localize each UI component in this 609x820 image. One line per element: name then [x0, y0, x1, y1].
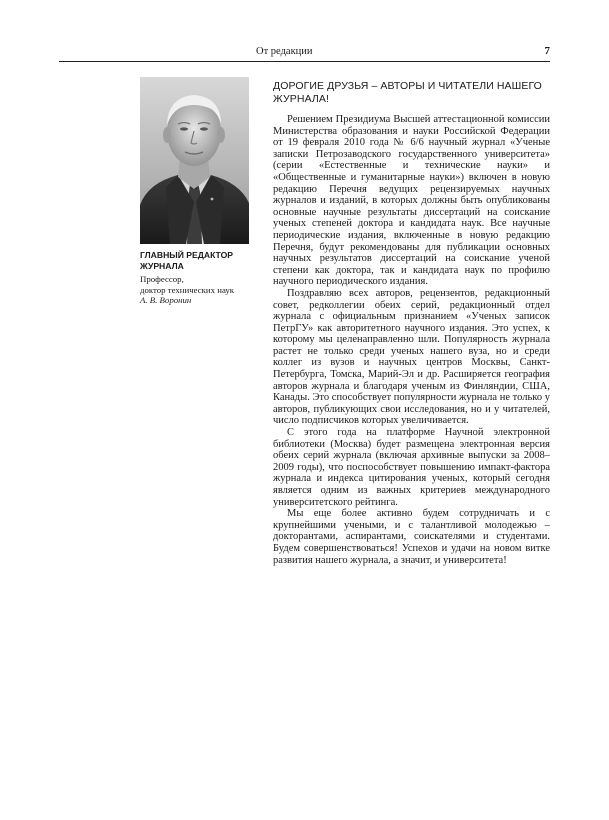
editor-title: доктор технических наук — [140, 284, 235, 295]
editor-degree: Профессор, — [140, 274, 184, 284]
article-paragraph: Решением Президиума Высшей аттестационной комиссии Министерства образования и науки Российской Федерации от 19 февраля 2010 года № 6/6 научный журнал «Ученые записки Петрозаводского государственного университета» (серии «Естественные и технические науки» и «Общественные и гуманитарные науки») включен в новую редакцию Перечня ведущих рецензируемых научных журналов и изданий, в которых должны быть опубликованы основные научные результаты диссертаций на соискание ученых степеней доктора и кандидата наук. Все научные периодические издания, включенные в новую редакцию Перечня, будут рекомендованы для публикации основных научных результатов диссертаций на соискание ученой степени как доктора, так и кандидата наук по профилю научного периодического издания. — [273, 114, 550, 288]
article-paragraph: Мы еще более активно будем сотрудничать и с крупнейшими учеными, и с талантливой молодежью – докторантами, аспирантами, соискателями и студентами. Будем совершенствоваться! Успехов и удачи на новом витке развития нашего журнала, а значит, и университета! — [273, 508, 550, 566]
editor-portrait-graphic — [140, 77, 249, 244]
editor-role: ГЛАВНЫЙ РЕДАКТОР ЖУРНАЛА — [140, 250, 233, 271]
header-divider — [59, 61, 550, 62]
running-header-section: От редакции — [256, 46, 313, 57]
page-number: 7 — [544, 45, 550, 57]
editor-name: А. В. Воронин — [140, 295, 192, 305]
editor-photo — [140, 77, 249, 244]
editor-info — [140, 274, 265, 306]
article-paragraph: С этого года на платформе Научной электронной библиотеки (Москва) будет размещена электронная версия обеих серий журнала (включая архивные выпуски за 2008–2009 годы), что поспособствует повышению импакт-фактора журнала и индекса цитирования ученых, который сегодня является одним из важных критериев международного университетского рейтинга. — [273, 427, 550, 508]
article-paragraph: Поздравляю всех авторов, рецензентов, редакционный совет, редколлегии обеих серий, редакционный отдел журнала с официальным признанием «Ученых записок ПетрГУ» как авторитетного научного издания. Это успех, к которому мы целенаправленно шли. Популярность журнала растет не только среди ученых нашего вуза, но и среди коллег из вузов и научных центров Москвы, Санкт-Петербурга, Томска, Марий-Эл и др. Расширяется география авторов журнала и благодаря ученым из Финляндии, США, Канады. Это способствует популярности журнала не только у авторов, публикующих свои исследования, но и у читателей, число подписчиков которых увеличивается. — [273, 287, 550, 427]
article-title: ДОРОГИЕ ДРУЗЬЯ – АВТОРЫ И ЧИТАТЕЛИ НАШЕГО ЖУРНАЛА! — [273, 80, 542, 105]
article-body — [273, 114, 550, 566]
